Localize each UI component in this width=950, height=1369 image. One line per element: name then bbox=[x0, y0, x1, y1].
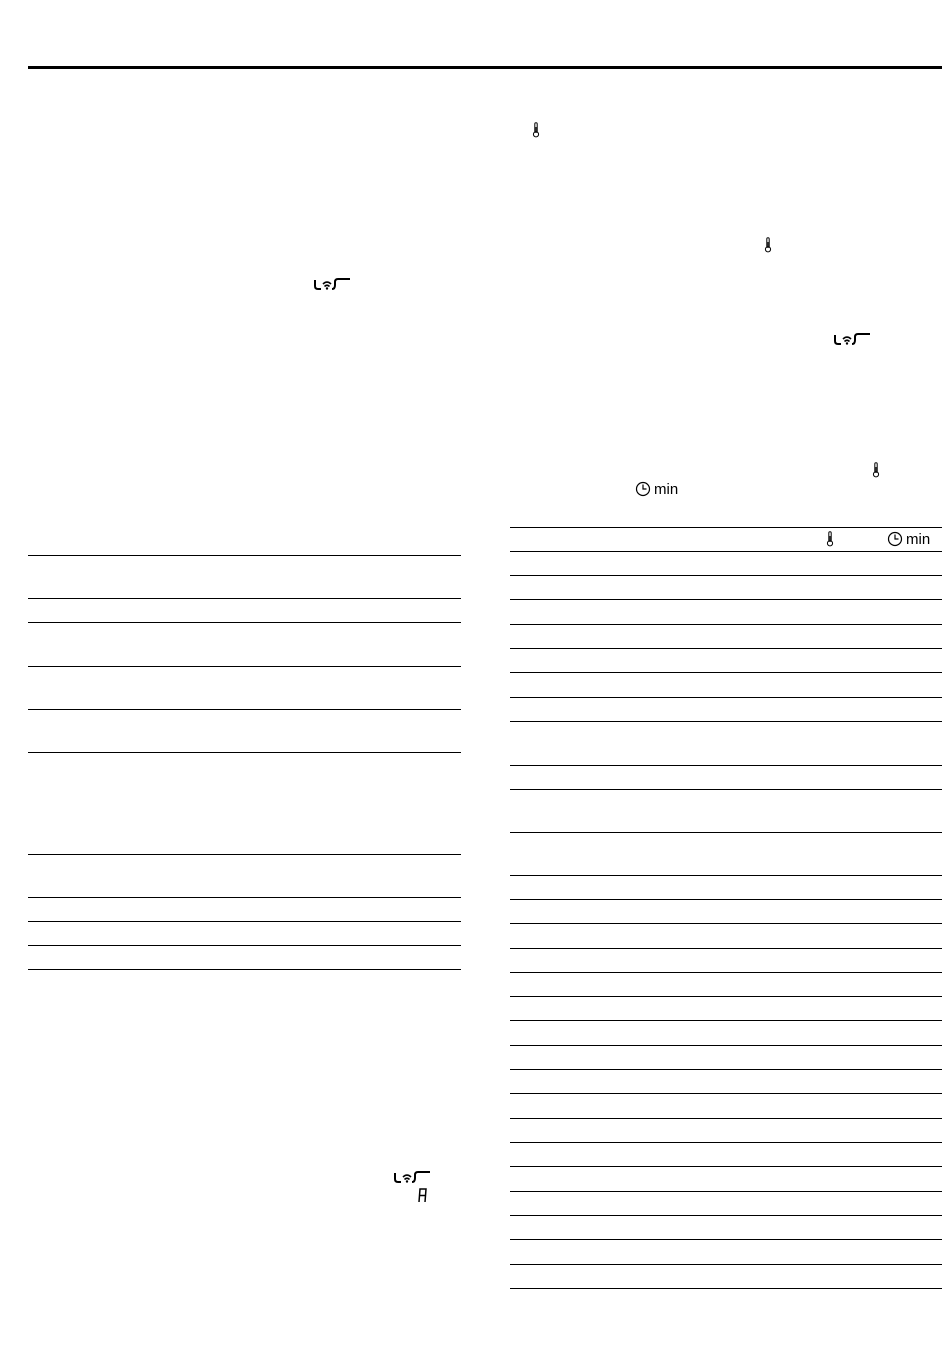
steam-wifi-icon bbox=[313, 277, 351, 296]
table-rule bbox=[28, 666, 461, 667]
table-rule bbox=[510, 1118, 942, 1119]
table-rule bbox=[510, 1093, 942, 1094]
table-rule bbox=[510, 972, 942, 973]
table-rule bbox=[510, 1069, 942, 1070]
minutes-unit-label: min bbox=[654, 481, 679, 498]
table-rule bbox=[510, 875, 942, 876]
table-rule bbox=[510, 648, 942, 649]
table-rule bbox=[28, 709, 461, 710]
table-rule bbox=[510, 1264, 942, 1265]
table-rule bbox=[28, 921, 461, 922]
table-rule bbox=[28, 969, 461, 970]
table-rule bbox=[510, 1215, 942, 1216]
table-rule bbox=[510, 765, 942, 766]
table-rule bbox=[510, 697, 942, 698]
table-rule bbox=[510, 948, 942, 949]
table-rule bbox=[510, 624, 942, 625]
table-rule bbox=[28, 555, 461, 556]
table-rule bbox=[28, 598, 461, 599]
table-rule bbox=[510, 832, 942, 833]
table-rule bbox=[510, 923, 942, 924]
table-rule bbox=[28, 622, 461, 623]
steam-wifi-icon bbox=[833, 332, 871, 351]
table-rule bbox=[510, 996, 942, 997]
thermometer-icon bbox=[532, 122, 540, 143]
table-rule bbox=[510, 1020, 942, 1021]
table-rule bbox=[510, 721, 942, 722]
table-rule bbox=[510, 1166, 942, 1167]
page-header-rule bbox=[28, 66, 942, 69]
table-rule bbox=[28, 945, 461, 946]
table-rule bbox=[28, 854, 461, 855]
table-rule bbox=[510, 899, 942, 900]
table-rule bbox=[28, 897, 461, 898]
clock-icon bbox=[887, 531, 903, 552]
table-rule bbox=[510, 575, 942, 576]
table-rule bbox=[510, 789, 942, 790]
table-rule bbox=[510, 527, 942, 528]
table-rule bbox=[510, 1288, 942, 1289]
table-rule bbox=[510, 1142, 942, 1143]
table-rule bbox=[28, 752, 461, 753]
thermometer-icon bbox=[872, 462, 880, 483]
thermometer-icon bbox=[764, 237, 772, 258]
table-rule bbox=[510, 1239, 942, 1240]
clock-icon bbox=[635, 481, 651, 502]
thermometer-icon bbox=[826, 531, 834, 552]
table-rule bbox=[510, 672, 942, 673]
table-rule bbox=[510, 551, 942, 552]
table-rule bbox=[510, 1191, 942, 1192]
table-rule bbox=[510, 599, 942, 600]
table-rule bbox=[510, 1045, 942, 1046]
seven-segment-a-icon bbox=[417, 1187, 427, 1208]
minutes-column-header: min bbox=[906, 531, 931, 548]
